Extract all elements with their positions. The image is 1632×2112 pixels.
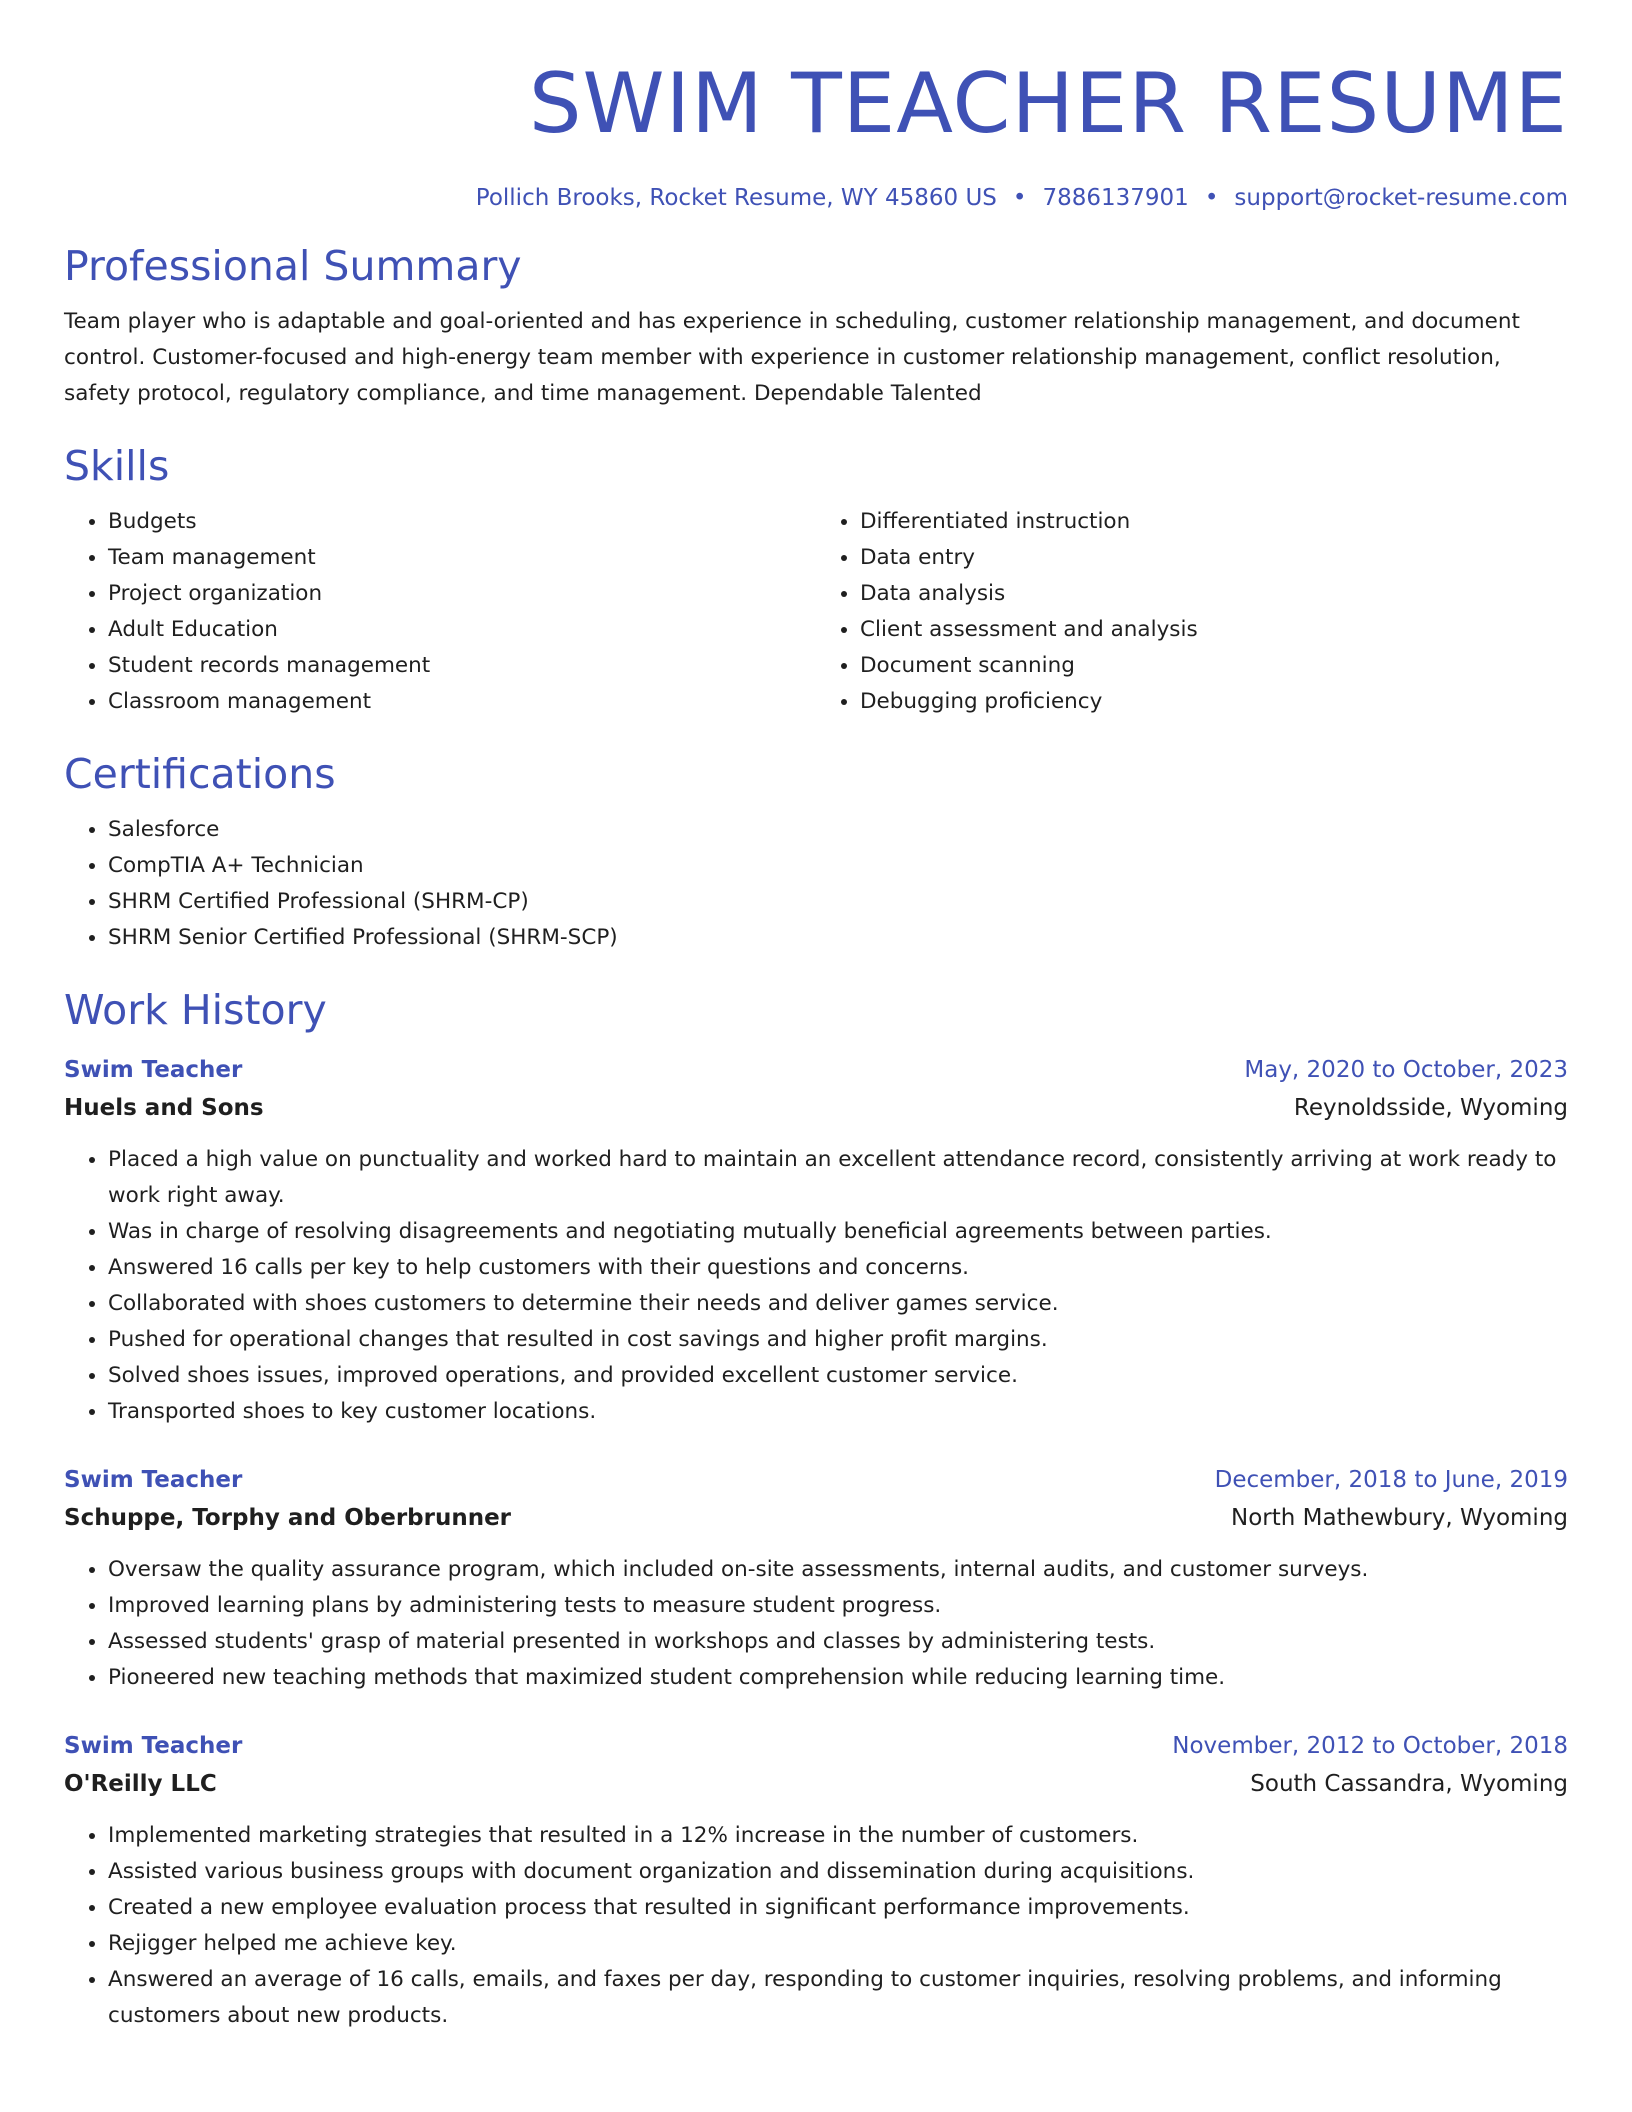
job-bullet: • Answered 16 calls per key to help customers with their questions and concerns.	[108, 1250, 1568, 1286]
skills-column-right	[816, 504, 1568, 720]
job-bullet: • Placed a high value on punctuality and worked hard to maintain an excellent attendance record, consistently arriving at work ready to work right away.	[108, 1142, 1568, 1214]
job-bullets	[64, 1142, 1568, 1430]
job-entry	[64, 1462, 1568, 1696]
job-location: South Cassandra, Wyoming	[1250, 1771, 1568, 1797]
skill-item: • Differentiated instruction	[860, 504, 1568, 540]
summary-section	[64, 240, 1568, 412]
job-bullet: • Improved learning plans by administering tests to measure student progress.	[108, 1588, 1568, 1624]
job-bullet: • Oversaw the quality assurance program, which included on-site assessments, internal audits, and customer surveys.	[108, 1552, 1568, 1588]
job-location: North Mathewbury, Wyoming	[1231, 1505, 1568, 1531]
skills-section	[64, 440, 1568, 720]
job-bullet: • Implemented marketing strategies that resulted in a 12% increase in the number of customers.	[108, 1818, 1568, 1854]
job-entry	[64, 1052, 1568, 1430]
skills-heading: Skills	[64, 442, 170, 490]
contact-phone: 7886137901	[1042, 185, 1189, 211]
certification-item: • SHRM Senior Certified Professional (SHRM-SCP)	[108, 920, 1568, 956]
job-bullet: • Transported shoes to key customer locations.	[108, 1394, 1568, 1430]
job-dates: December, 2018 to June, 2019	[1214, 1467, 1568, 1493]
skill-item: • Team management	[108, 540, 816, 576]
job-subheader	[64, 1500, 1568, 1536]
skill-item: • Data entry	[860, 540, 1568, 576]
job-bullet: • Pioneered new teaching methods that maximized student comprehension while reducing learning time.	[108, 1660, 1568, 1696]
job-title: Swim Teacher	[64, 1733, 243, 1759]
job-bullet: • Created a new employee evaluation process that resulted in significant performance improvements.	[108, 1890, 1568, 1926]
contact-address: Pollich Brooks, Rocket Resume, WY 45860 US	[475, 185, 997, 211]
job-bullets	[64, 1818, 1568, 2034]
certifications-section	[64, 748, 1568, 956]
summary-heading: Professional Summary	[64, 242, 522, 290]
skills-list	[64, 504, 1568, 720]
skill-item: • Project organization	[108, 576, 816, 612]
resume-title: SWIM TEACHER RESUME	[528, 55, 1568, 152]
job-entry	[64, 1728, 1568, 2034]
job-bullet: • Assisted various business groups with document organization and dissemination during acquisitions.	[108, 1854, 1568, 1890]
job-bullet: • Pushed for operational changes that resulted in cost savings and higher profit margins.	[108, 1322, 1568, 1358]
job-company: Huels and Sons	[64, 1095, 264, 1121]
job-bullet: • Rejigger helped me achieve key.	[108, 1926, 1568, 1962]
job-header	[64, 1052, 1568, 1088]
job-header	[64, 1462, 1568, 1498]
skill-item: • Budgets	[108, 504, 816, 540]
job-location: Reynoldsside, Wyoming	[1293, 1095, 1568, 1121]
job-subheader	[64, 1090, 1568, 1126]
job-bullet: • Assessed students' grasp of material presented in workshops and classes by administering tests.	[108, 1624, 1568, 1660]
job-title: Swim Teacher	[64, 1467, 243, 1493]
skills-column-left	[64, 504, 816, 720]
skill-item: • Document scanning	[860, 648, 1568, 684]
job-bullet: • Answered an average of 16 calls, emails, and faxes per day, responding to customer inquiries, resolving problems, and informing customers about new products.	[108, 1962, 1568, 2034]
certifications-list	[64, 812, 1568, 956]
job-dates: May, 2020 to October, 2023	[1244, 1057, 1568, 1083]
contact-line	[64, 182, 1568, 214]
job-bullets	[64, 1552, 1568, 1696]
job-dates: November, 2012 to October, 2018	[1172, 1733, 1568, 1759]
job-company: Schuppe, Torphy and Oberbrunner	[64, 1505, 512, 1531]
contact-separator: •	[1204, 185, 1219, 211]
skill-item: • Data analysis	[860, 576, 1568, 612]
job-bullet: • Solved shoes issues, improved operations, and provided excellent customer service.	[108, 1358, 1568, 1394]
certification-item: • Salesforce	[108, 812, 1568, 848]
job-title: Swim Teacher	[64, 1057, 243, 1083]
job-subheader	[64, 1766, 1568, 1802]
contact-email[interactable]: support@rocket-resume.com	[1234, 185, 1568, 211]
skill-item: • Classroom management	[108, 684, 816, 720]
certification-item: • SHRM Certified Professional (SHRM-CP)	[108, 884, 1568, 920]
skill-item: • Debugging proficiency	[860, 684, 1568, 720]
work-history-section	[64, 984, 1568, 2034]
contact-separator: •	[1012, 185, 1027, 211]
job-bullet: • Collaborated with shoes customers to determine their needs and deliver games service.	[108, 1286, 1568, 1322]
certification-item: • CompTIA A+ Technician	[108, 848, 1568, 884]
job-company: O'Reilly LLC	[64, 1771, 217, 1797]
skill-item: • Client assessment and analysis	[860, 612, 1568, 648]
summary-text: Team player who is adaptable and goal-oriented and has experience in scheduling, customer relationship management, and document control. Customer-focused and high-energy team member with experience in customer relationship management, conflict resolution, safety protocol, regulatory compliance, and time management. Dependable Talented	[64, 309, 1520, 406]
skill-item: • Adult Education	[108, 612, 816, 648]
work-history-heading: Work History	[64, 986, 327, 1034]
certifications-heading: Certifications	[64, 750, 336, 798]
job-bullet: • Was in charge of resolving disagreements and negotiating mutually beneficial agreements between parties.	[108, 1214, 1568, 1250]
skill-item: • Student records management	[108, 648, 816, 684]
job-header	[64, 1728, 1568, 1764]
